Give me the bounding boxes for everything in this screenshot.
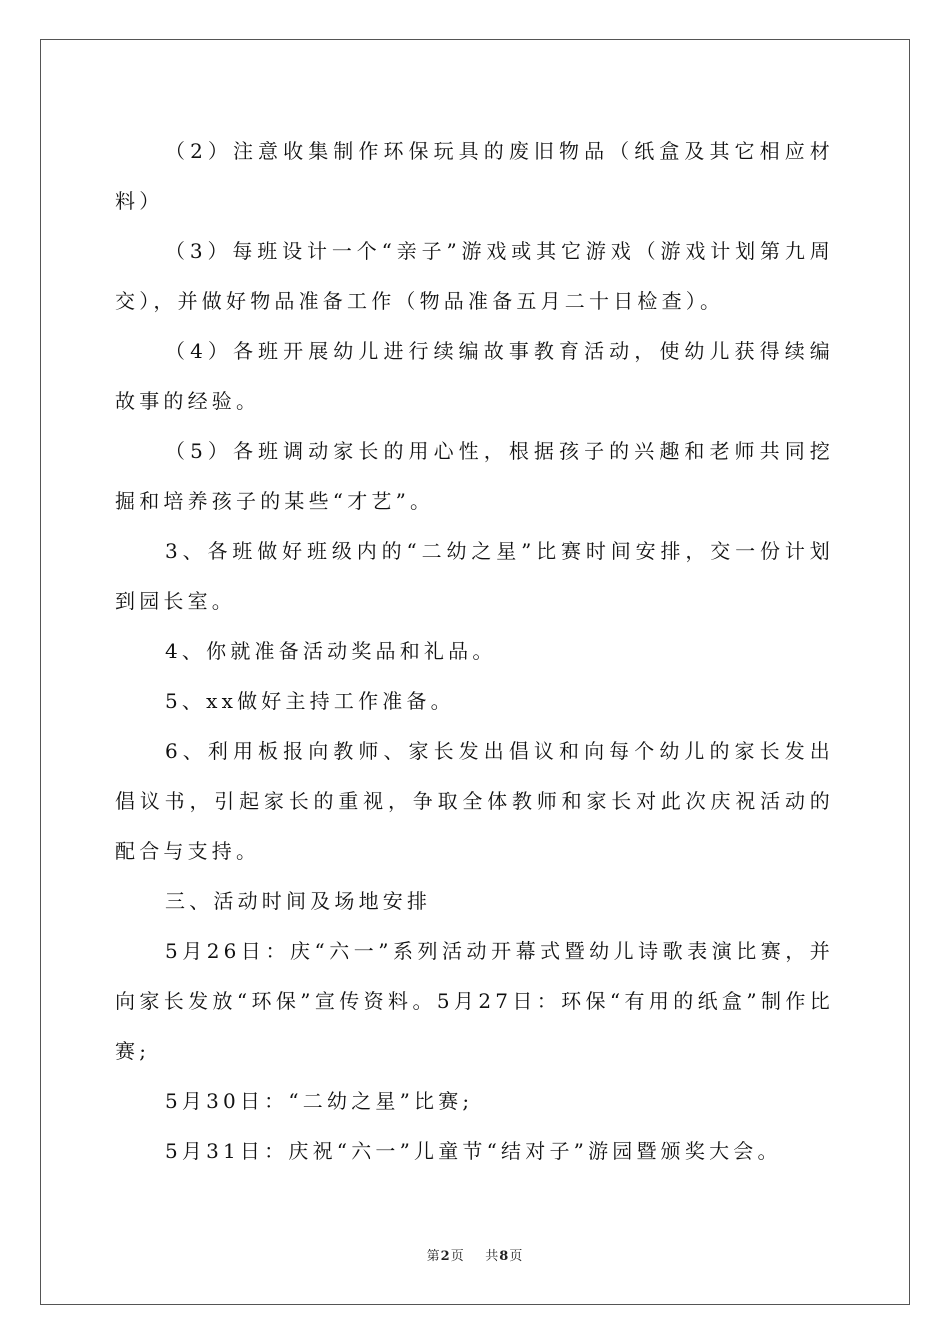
schedule-may-26-27: 5月26日：庆“六一”系列活动开幕式暨幼儿诗歌表演比赛，并向家长发放“环保”宣传资料。5月27日：环保“有用的纸盒”制作比赛; — [115, 939, 834, 1063]
document-body — [115, 126, 834, 1176]
paragraph-item-4: （4）各班开展幼儿进行续编故事教育活动，使幼儿获得续编故事的经验。 — [115, 339, 834, 413]
schedule-may-30: 5月30日：“二幼之星”比赛; — [165, 1089, 474, 1113]
paragraph-item-2: （2）注意收集制作环保玩具的废旧物品（纸盒及其它相应材料） — [115, 139, 834, 213]
paragraph-section-4: 4、你就准备活动奖品和礼品。 — [165, 639, 497, 663]
page-total: 共8页 — [485, 1249, 524, 1264]
page-footer — [0, 1245, 950, 1264]
schedule-may-31: 5月31日：庆祝“六一”儿童节“结对子”游园暨颁奖大会。 — [165, 1139, 782, 1163]
paragraph-section-5: 5、xx做好主持工作准备。 — [165, 689, 455, 713]
paragraph-section-3: 3、各班做好班级内的“二幼之星”比赛时间安排，交一份计划到园长室。 — [115, 539, 834, 613]
section-heading-schedule: 三、活动时间及场地安排 — [165, 889, 432, 913]
paragraph-item-3: （3）每班设计一个“亲子”游戏或其它游戏（游戏计划第九周交），并做好物品准备工作（物品准备五月二十日检查）。 — [115, 239, 834, 313]
page-number: 第2页 — [426, 1249, 465, 1264]
paragraph-section-6: 6、利用板报向教师、家长发出倡议和向每个幼儿的家长发出倡议书，引起家长的重视，争取全体教师和家长对此次庆祝活动的配合与支持。 — [115, 739, 834, 863]
paragraph-item-5: （5）各班调动家长的用心性，根据孩子的兴趣和老师共同挖掘和培养孩子的某些“才艺”。 — [115, 439, 834, 513]
